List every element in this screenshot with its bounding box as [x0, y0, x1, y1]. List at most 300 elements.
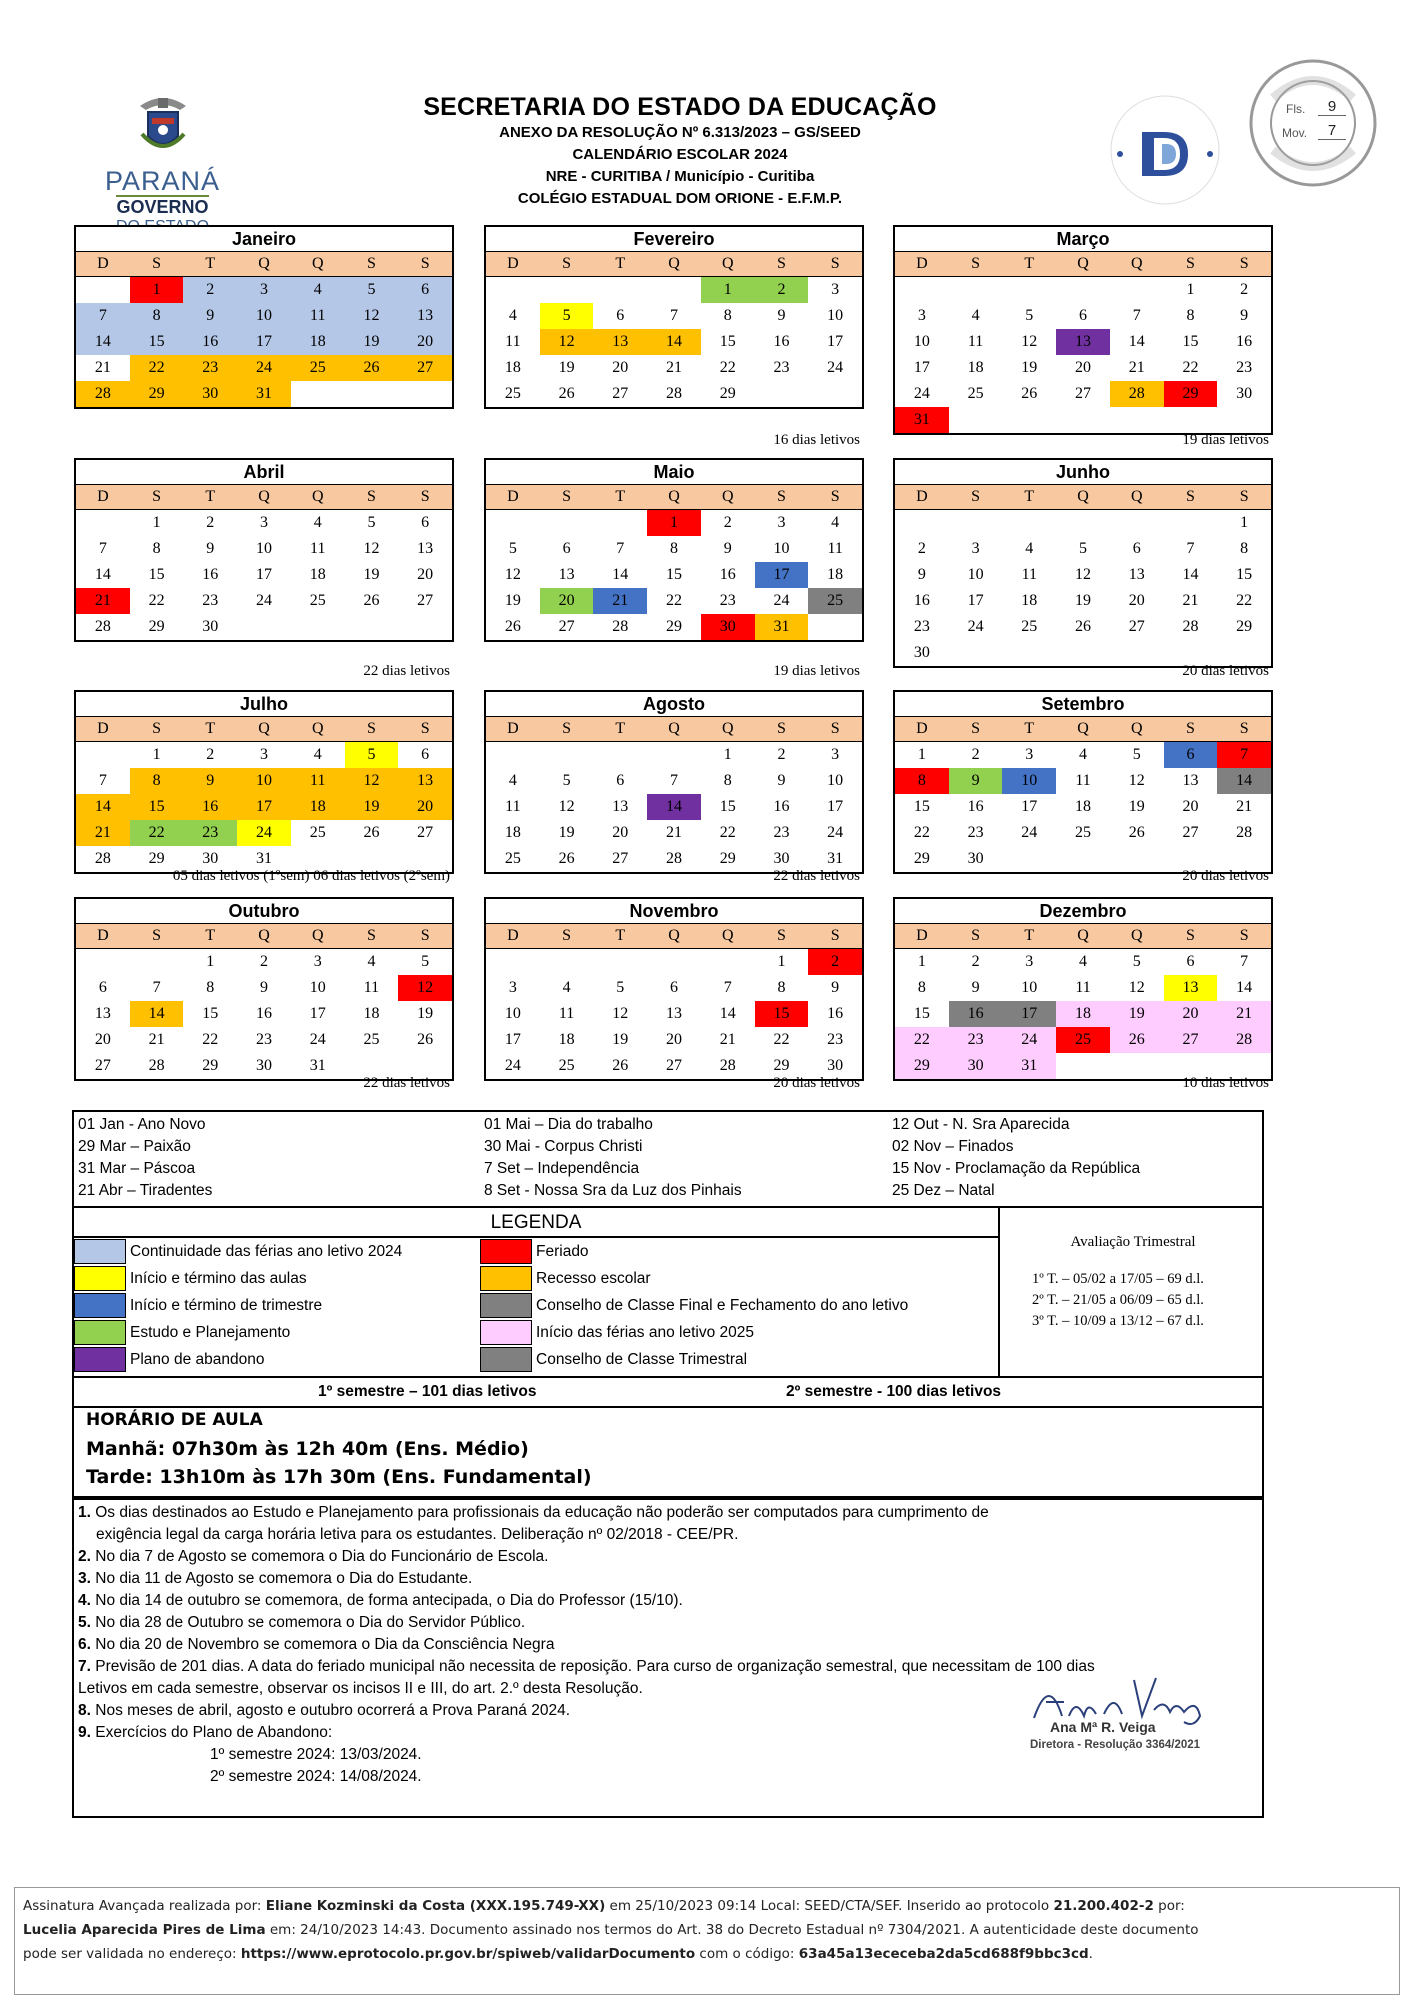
empty-day-cell [1056, 277, 1110, 303]
note-item: 4. No dia 14 de outubro se comemora, de forma antecipada, o Dia do Professor (15/10). [78, 1592, 683, 1609]
day-cell: 7 [98, 540, 107, 557]
abandono-second-semester: 2º semestre 2024: 14/08/2024. [210, 1768, 422, 1785]
day-cell: 18 [827, 566, 844, 583]
day-cell: 5 [345, 742, 399, 768]
day-cell: 8 [917, 979, 926, 996]
day-cell: 5 [1025, 307, 1034, 324]
day-cell: 3 [260, 514, 269, 531]
day-cell: 3 [971, 540, 980, 557]
holiday-item: 31 Mar – Páscoa [78, 1160, 196, 1177]
empty-day-cell [345, 614, 399, 640]
weekday-label: S [152, 927, 162, 944]
signature-name: Ana Mª R. Veiga [1050, 1719, 1156, 1735]
weekday-label: S [777, 927, 786, 944]
day-cell: 17 [913, 359, 930, 376]
day-cell: 13 [666, 1005, 683, 1022]
empty-day-cell [593, 510, 647, 536]
day-cell: 18 [1056, 1001, 1110, 1027]
day-cell: 15 [755, 1001, 809, 1027]
week-row [76, 614, 452, 640]
day-cell: 29 [1236, 618, 1253, 635]
day-cell: 1 [206, 953, 215, 970]
week-row [486, 949, 862, 975]
weekday-header [895, 924, 1271, 949]
day-cell: 5 [616, 979, 625, 996]
month-fevereiro [484, 225, 864, 409]
day-cell: 10 [773, 540, 790, 557]
day-cell: 23 [913, 618, 930, 635]
weekday-header [895, 485, 1271, 510]
day-cell: 8 [723, 772, 732, 789]
weekday-label: Q [1077, 927, 1089, 944]
legend-entry [480, 1319, 754, 1346]
weekday-label: Q [258, 488, 270, 505]
day-cell: 18 [1075, 798, 1092, 815]
empty-day-cell [76, 742, 130, 768]
weekday-label: S [830, 488, 840, 505]
day-cell: 18 [504, 824, 521, 841]
weekday-label: S [562, 488, 572, 505]
day-cell: 17 [755, 562, 809, 588]
day-cell: 25 [1021, 618, 1038, 635]
day-cell: 14 [719, 1005, 736, 1022]
day-cell: 23 [183, 355, 237, 381]
note-item: 5. No dia 28 de Outubro se comemora o Dia do Servidor Público. [78, 1614, 526, 1631]
month-novembro [484, 897, 864, 1081]
weekday-label: S [1186, 927, 1195, 944]
day-cell: 31 [1002, 1053, 1056, 1079]
day-cell: 15 [913, 1005, 930, 1022]
note-item: 7. Previsão de 201 dias. A data do feriado municipal não necessita de reposição. Para curso de organização semestral, que necessitam de 100 dias [78, 1658, 1095, 1675]
week-row [895, 407, 1271, 433]
legend-label: Feriado [536, 1242, 589, 1260]
weekday-label: T [615, 255, 626, 272]
day-cell: 1 [777, 953, 786, 970]
weekday-label: S [1186, 255, 1195, 272]
weekday-label: Q [721, 720, 734, 737]
day-cell: 29 [148, 618, 165, 635]
weekday-label: S [367, 255, 376, 272]
day-cell: 1 [917, 953, 926, 970]
day-cell: 12 [1128, 979, 1145, 996]
day-cell: 20 [612, 824, 629, 841]
week-row [486, 303, 862, 329]
empty-day-cell [647, 742, 701, 768]
week-row [895, 1001, 1271, 1027]
school-days-count: 20 dias letivos [1182, 868, 1269, 884]
week-row [76, 820, 452, 846]
day-cell: 16 [967, 798, 984, 815]
day-cell: 19 [345, 794, 399, 820]
day-cell: 1 [152, 514, 161, 531]
month-title: Março [895, 227, 1271, 252]
day-cell: 26 [1021, 385, 1038, 402]
legend-swatch [74, 1266, 126, 1291]
day-cell: 16 [1236, 333, 1253, 350]
logo-gov-text: GOVERNO [116, 197, 209, 217]
day-cell: 9 [183, 768, 237, 794]
weekday-header [895, 717, 1271, 742]
weekday-label: D [97, 927, 109, 944]
day-cell: 6 [421, 746, 430, 763]
day-cell: 30 [913, 644, 930, 661]
weekday-label: S [971, 720, 981, 737]
day-cell: 26 [612, 1057, 629, 1074]
day-cell: 21 [1182, 592, 1199, 609]
footer-validation-url[interactable]: https://www.eprotocolo.pr.gov.br/spiweb/validarDocumento [240, 1946, 696, 1962]
day-cell: 8 [777, 979, 786, 996]
weekday-label: D [916, 927, 928, 944]
day-cell: 25 [558, 1057, 575, 1074]
weekday-label: T [1024, 927, 1035, 944]
day-cell: 8 [670, 540, 679, 557]
day-cell: 24 [827, 824, 844, 841]
note-item-continued: Letivos em cada semestre, observar os incisos II e III, do art. 2.º desta Resolução. [78, 1680, 643, 1697]
day-cell: 27 [666, 1057, 683, 1074]
school-days-count: 19 dias letivos [1182, 432, 1269, 448]
day-cell: 27 [612, 385, 629, 402]
week-row [895, 742, 1271, 768]
day-cell: 27 [1182, 824, 1199, 841]
day-cell: 29 [773, 1057, 790, 1074]
day-cell: 9 [831, 979, 840, 996]
day-cell: 5 [1079, 540, 1088, 557]
day-cell: 8 [130, 768, 184, 794]
day-cell: 6 [421, 514, 430, 531]
week-row [486, 588, 862, 614]
trimester-line: 3º T. – 10/09 a 13/12 – 67 d.l. [1032, 1313, 1204, 1329]
holiday-item: 21 Abr – Tiradentes [78, 1182, 213, 1199]
day-cell: 27 [1164, 1027, 1218, 1053]
empty-day-cell [486, 510, 540, 536]
day-cell: 15 [202, 1005, 219, 1022]
school-days-count: 20 dias letivos [773, 1075, 860, 1091]
day-cell: 22 [666, 592, 683, 609]
day-cell: 6 [562, 540, 571, 557]
day-cell: 28 [94, 618, 111, 635]
day-cell: 30 [773, 850, 790, 867]
weekday-label: S [1239, 720, 1249, 737]
week-row [76, 949, 452, 975]
day-cell: 4 [508, 772, 517, 789]
day-cell: 4 [831, 514, 840, 531]
day-cell: 7 [76, 303, 130, 329]
day-cell: 18 [363, 1005, 380, 1022]
weekday-label: Q [311, 488, 324, 505]
day-cell: 24 [256, 592, 273, 609]
school-days-count: 20 dias letivos [1182, 663, 1269, 679]
day-cell: 6 [398, 277, 452, 303]
signature-role: Diretora - Resolução 3364/2021 [1030, 1739, 1201, 1751]
weekday-header [76, 717, 452, 742]
week-row [76, 742, 452, 768]
day-cell: 1 [130, 277, 184, 303]
day-cell: 9 [1240, 307, 1249, 324]
day-cell: 29 [1164, 381, 1218, 407]
day-cell: 5 [367, 514, 376, 531]
month-title: Dezembro [895, 899, 1271, 924]
week-row [76, 355, 452, 381]
legend-entry [74, 1292, 322, 1319]
weekday-label: S [420, 720, 430, 737]
month-outubro [74, 897, 454, 1081]
day-cell: 25 [1075, 824, 1092, 841]
note-item: 1. Os dias destinados ao Estudo e Planejamento para profissionais da educação não poderão ser computados para cumprimento de [78, 1504, 989, 1521]
day-cell: 6 [670, 979, 679, 996]
day-cell: 4 [367, 953, 376, 970]
weekday-label: D [97, 720, 109, 737]
holiday-item: 30 Mai - Corpus Christi [484, 1138, 643, 1155]
weekday-label: S [971, 255, 981, 272]
week-row [76, 510, 452, 536]
day-cell: 14 [612, 566, 629, 583]
weekday-label: S [830, 720, 840, 737]
day-cell: 6 [98, 979, 107, 996]
holiday-item: 02 Nov – Finados [892, 1138, 1014, 1155]
day-cell: 21 [76, 820, 130, 846]
first-semester-total: 1º semestre – 101 dias letivos [318, 1383, 537, 1400]
day-cell: 14 [130, 1001, 184, 1027]
day-cell: 10 [1002, 768, 1056, 794]
parana-coat-of-arms-icon [128, 88, 198, 158]
holiday-item: 29 Mar – Paixão [78, 1138, 191, 1155]
day-cell: 13 [398, 768, 452, 794]
day-cell: 30 [202, 618, 219, 635]
empty-day-cell [1002, 277, 1056, 303]
trimester-evaluation-title: Avaliação Trimestral [1070, 1234, 1196, 1250]
weekday-label: Q [311, 720, 324, 737]
day-cell: 22 [130, 820, 184, 846]
day-cell: 15 [1182, 333, 1199, 350]
day-cell: 20 [666, 1031, 683, 1048]
day-cell: 26 [1075, 618, 1092, 635]
day-cell: 20 [398, 329, 452, 355]
day-cell: 9 [949, 768, 1003, 794]
legend-entry [74, 1346, 264, 1373]
week-row [76, 277, 452, 303]
day-cell: 23 [719, 592, 736, 609]
day-cell: 18 [967, 359, 984, 376]
day-cell: 11 [1021, 566, 1037, 583]
legend-swatch [74, 1347, 126, 1372]
day-cell: 11 [291, 768, 345, 794]
class-schedule [72, 1408, 1264, 1498]
day-cell: 4 [1079, 746, 1088, 763]
day-cell: 22 [1182, 359, 1199, 376]
day-cell: 6 [1186, 953, 1195, 970]
day-cell: 13 [417, 540, 434, 557]
weekday-label: Q [1130, 255, 1143, 272]
notes-section [72, 1498, 1264, 1818]
week-row [76, 536, 452, 562]
schedule-morning: Manhã: 07h30m às 12h 40m (Ens. Médio) [86, 1438, 529, 1460]
weekday-label: Q [668, 488, 680, 505]
day-cell: 14 [647, 329, 701, 355]
empty-day-cell [486, 277, 540, 303]
day-cell: 3 [1025, 746, 1034, 763]
empty-day-cell [593, 742, 647, 768]
day-cell: 2 [971, 746, 980, 763]
day-cell: 15 [130, 794, 184, 820]
empty-day-cell [486, 742, 540, 768]
empty-day-cell [808, 614, 862, 640]
week-row [895, 510, 1271, 536]
weekday-header [486, 485, 862, 510]
month-maio [484, 458, 864, 642]
empty-day-cell [76, 949, 130, 975]
day-cell: 16 [256, 1005, 273, 1022]
holiday-item: 15 Nov - Proclamação da República [892, 1160, 1141, 1177]
week-row [76, 588, 452, 614]
weekday-label: S [1239, 255, 1249, 272]
day-cell: 8 [1186, 307, 1195, 324]
weekday-label: S [830, 927, 840, 944]
day-cell: 7 [670, 772, 679, 789]
day-cell: 25 [967, 385, 984, 402]
day-cell: 19 [1110, 1001, 1164, 1027]
day-cell: 1 [1240, 514, 1249, 531]
day-cell: 9 [971, 979, 980, 996]
day-cell: 6 [1164, 742, 1218, 768]
holiday-item: 01 Jan - Ano Novo [78, 1116, 206, 1133]
school-days-count: 22 dias letivos [773, 868, 860, 884]
day-cell: 30 [183, 381, 237, 407]
legend-title: LEGENDA [74, 1208, 998, 1238]
legend-entry [74, 1238, 402, 1265]
weekday-header [76, 485, 452, 510]
empty-day-cell [949, 510, 1003, 536]
weekday-label: T [205, 488, 216, 505]
empty-day-cell [1110, 407, 1164, 433]
day-cell: 14 [1182, 566, 1199, 583]
day-cell: 6 [616, 307, 625, 324]
legend-label: Continuidade das férias ano letivo 2024 [130, 1242, 403, 1260]
day-cell: 26 [558, 850, 575, 867]
day-cell: 19 [1075, 592, 1092, 609]
legend-swatch [74, 1239, 126, 1264]
weekday-label: S [420, 488, 430, 505]
day-cell: 20 [1182, 798, 1199, 815]
day-cell: 28 [1182, 618, 1199, 635]
week-row [895, 588, 1271, 614]
day-cell: 11 [505, 798, 521, 815]
day-cell: 17 [504, 1031, 521, 1048]
note-item: 9. Exercícios do Plano de Abandono: [78, 1724, 333, 1741]
day-cell: 25 [309, 824, 326, 841]
legend-swatch [480, 1266, 532, 1291]
weekday-label: Q [1130, 488, 1143, 505]
empty-day-cell [540, 742, 594, 768]
day-cell: 2 [917, 540, 926, 557]
day-cell: 23 [827, 1031, 844, 1048]
day-cell: 15 [148, 566, 165, 583]
week-row [486, 794, 862, 820]
weekday-label: Q [258, 720, 270, 737]
week-row [895, 768, 1271, 794]
legend-label: Conselho de Classe Final e Fechamento do ano letivo [536, 1296, 909, 1314]
semester-totals [74, 1376, 1264, 1408]
weekday-label: Q [721, 488, 734, 505]
day-cell: 15 [1236, 566, 1253, 583]
day-cell: 21 [666, 824, 683, 841]
school-logo [1090, 90, 1240, 210]
day-cell: 31 [827, 850, 844, 867]
day-cell: 20 [94, 1031, 111, 1048]
day-cell: 24 [967, 618, 984, 635]
day-cell: 21 [76, 588, 130, 614]
stamp-fls-value: 9 [1318, 98, 1346, 116]
day-cell: 30 [827, 1057, 844, 1074]
day-cell: 29 [895, 1053, 949, 1079]
stamp-fls-label: Fls. [1286, 102, 1306, 116]
day-cell: 7 [616, 540, 625, 557]
day-cell: 23 [949, 1027, 1003, 1053]
day-cell: 18 [309, 566, 326, 583]
weekday-label: Q [1077, 488, 1089, 505]
day-cell: 13 [593, 329, 647, 355]
header-line-4: COLÉGIO ESTADUAL DOM ORIONE - E.F.M.P. [517, 190, 843, 207]
week-row [76, 794, 452, 820]
legend-swatch [480, 1239, 532, 1264]
weekday-label: D [507, 488, 519, 505]
week-row [895, 949, 1271, 975]
day-cell: 12 [345, 303, 399, 329]
day-cell: 24 [309, 1031, 326, 1048]
day-cell: 31 [309, 1057, 326, 1074]
day-cell: 25 [309, 592, 326, 609]
day-cell: 10 [827, 772, 844, 789]
day-cell: 20 [1128, 592, 1145, 609]
day-cell: 10 [504, 1005, 521, 1022]
weekday-label: S [420, 927, 430, 944]
day-cell: 14 [1217, 768, 1271, 794]
day-cell: 9 [777, 772, 786, 789]
week-row [76, 303, 452, 329]
day-cell: 25 [808, 588, 862, 614]
day-cell: 2 [260, 953, 269, 970]
day-cell: 3 [508, 979, 517, 996]
footer-validation-code: 63a45a13ececeba2da5cd688f9bbc3cd [798, 1946, 1089, 1962]
month-agosto [484, 690, 864, 874]
week-row [76, 975, 452, 1001]
day-cell: 24 [773, 592, 790, 609]
day-cell: 3 [777, 514, 786, 531]
day-cell: 17 [309, 1005, 326, 1022]
day-cell: 21 [1236, 798, 1253, 815]
week-row [76, 768, 452, 794]
day-cell: 16 [773, 798, 790, 815]
day-cell: 28 [1110, 381, 1164, 407]
week-row [76, 329, 452, 355]
day-cell: 8 [723, 307, 732, 324]
day-cell: 22 [130, 355, 184, 381]
week-row [76, 1027, 452, 1053]
empty-day-cell [808, 381, 862, 407]
weekday-label: S [367, 927, 376, 944]
note-item: 6. No dia 20 de Novembro se comemora o Dia da Consciência Negra [78, 1636, 555, 1653]
week-row [895, 614, 1271, 640]
day-cell: 24 [827, 359, 844, 376]
day-cell: 28 [719, 1057, 736, 1074]
empty-day-cell [755, 381, 809, 407]
day-cell: 5 [540, 303, 594, 329]
day-cell: 5 [421, 953, 430, 970]
legend-swatch [480, 1320, 532, 1345]
day-cell: 23 [256, 1031, 273, 1048]
day-cell: 23 [202, 592, 219, 609]
holiday-item: 12 Out - N. Sra Aparecida [892, 1116, 1070, 1133]
footer-signer: Eliane Kozminski da Costa (XXX.195.749-XX) [265, 1898, 606, 1914]
